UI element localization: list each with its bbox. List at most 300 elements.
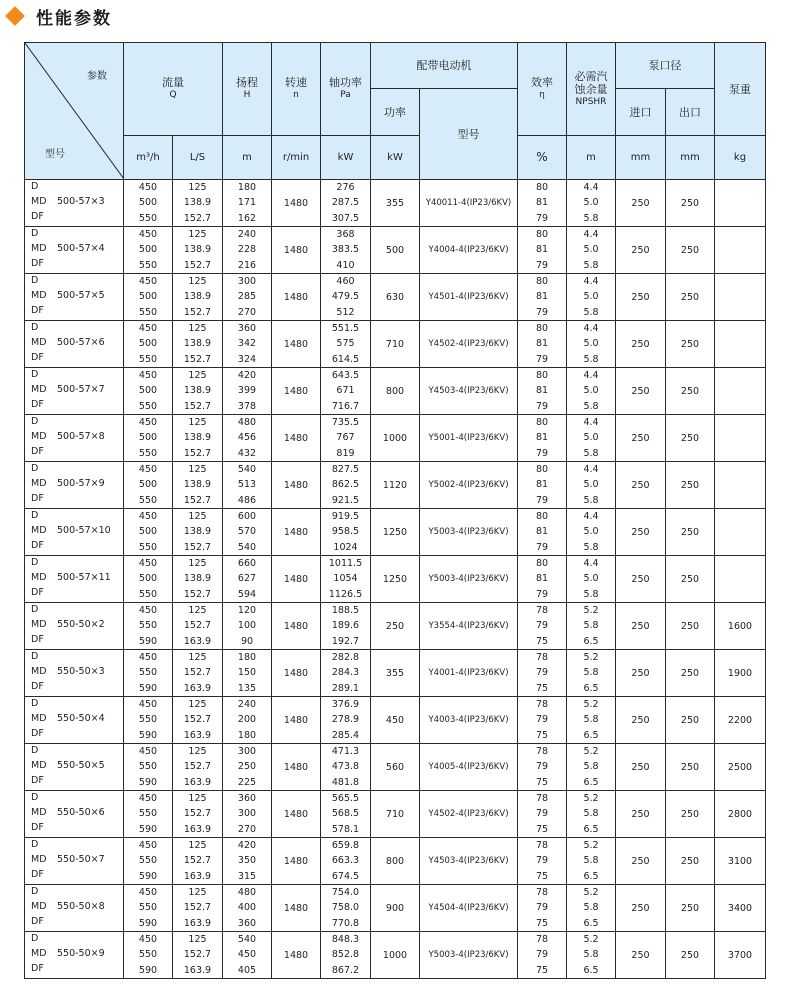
model-prefix: D: [31, 839, 39, 850]
flow-ls-cell: [173, 838, 223, 885]
table-row: [25, 838, 766, 885]
model-prefix: D: [31, 181, 39, 192]
npshr-value: 4.4: [583, 276, 599, 288]
efficiency-cell: [518, 744, 567, 791]
inlet-cell: 250: [616, 744, 666, 791]
speed-cell: 1480: [272, 415, 321, 462]
shaft-power-value: 958.5: [331, 526, 360, 538]
flow-m3h-value: 450: [138, 699, 158, 711]
npshr-cell: [567, 838, 616, 885]
model-prefix: DF: [31, 399, 44, 410]
weight-cell: [715, 321, 766, 368]
flow-m3h-value: 590: [138, 964, 158, 976]
flow-ls-cell: [173, 556, 223, 603]
shaft-power-value: 1126.5: [328, 588, 363, 600]
table-row: [25, 415, 766, 462]
motor-model-cell: Y5001-4(IP23/6KV): [420, 415, 518, 462]
model-prefix: DF: [31, 728, 44, 739]
flow-ls-cell: [173, 274, 223, 321]
efficiency-value: 80: [535, 558, 549, 570]
weight-cell: [715, 556, 766, 603]
flow-ls-value: 138.9: [183, 291, 212, 303]
motor-power-cell: 355: [371, 180, 420, 227]
npshr-value: 5.8: [583, 808, 599, 820]
flow-ls-value: 138.9: [183, 338, 212, 350]
efficiency-cell: [518, 509, 567, 556]
flow-m3h-cell: [124, 885, 173, 932]
shaft-power-value: 1011.5: [328, 558, 363, 570]
head-value: 540: [237, 541, 257, 553]
model-prefix: MD: [31, 196, 47, 207]
flow-m3h-value: 450: [138, 746, 158, 758]
shaft-power-value: 368: [336, 229, 355, 241]
model-prefix: MD: [31, 384, 47, 395]
flow-ls-value: 152.7: [183, 353, 212, 365]
flow-ls-value: 163.9: [183, 635, 212, 647]
outlet-cell: 250: [666, 838, 715, 885]
outlet-cell: 250: [666, 885, 715, 932]
shaft-power-value: 754.0: [331, 887, 360, 899]
shaft-power-value: 852.8: [331, 949, 360, 961]
shaft-power-value: 758.0: [331, 902, 360, 914]
header-shaft-power: 轴功率 Pa: [321, 43, 371, 136]
head-value: 240: [237, 229, 257, 241]
inlet-cell: 250: [616, 274, 666, 321]
npshr-value: 5.8: [583, 902, 599, 914]
flow-ls-value: 152.7: [183, 855, 212, 867]
efficiency-value: 79: [535, 620, 549, 632]
head-value: 300: [237, 746, 257, 758]
efficiency-value: 81: [535, 338, 549, 350]
head-value: 162: [237, 212, 257, 224]
flow-m3h-value: 550: [138, 259, 158, 271]
flow-m3h-value: 450: [138, 417, 158, 429]
shaft-power-value: 188.5: [331, 605, 360, 617]
npshr-value: 4.4: [583, 464, 599, 476]
flow-m3h-cell: [124, 650, 173, 697]
efficiency-value: 75: [535, 964, 549, 976]
head-value: 432: [237, 447, 257, 459]
flow-ls-value: 152.7: [183, 714, 212, 726]
weight-cell: [715, 509, 766, 556]
header-inlet: 进口: [616, 89, 666, 136]
npshr-value: 5.2: [583, 793, 599, 805]
model-prefix: DF: [31, 916, 44, 927]
flow-m3h-value: 500: [138, 573, 158, 585]
head-value: 600: [237, 511, 257, 523]
model-cell: [25, 462, 124, 509]
npshr-value: 4.4: [583, 323, 599, 335]
motor-power-cell: 450: [371, 697, 420, 744]
weight-cell: [715, 462, 766, 509]
head-value: 405: [237, 964, 257, 976]
inlet-cell: 250: [616, 462, 666, 509]
efficiency-value: 80: [535, 323, 549, 335]
model-prefix: D: [31, 322, 39, 333]
model-prefix: D: [31, 698, 39, 709]
flow-m3h-value: 550: [138, 620, 158, 632]
model-prefix: DF: [31, 869, 44, 880]
npshr-value: 5.8: [583, 620, 599, 632]
npshr-value: 5.8: [583, 714, 599, 726]
motor-model-cell: Y5003-4(IP23/6KV): [420, 932, 518, 979]
npshr-value: 5.8: [583, 447, 599, 459]
efficiency-value: 81: [535, 197, 549, 209]
flow-m3h-value: 550: [138, 667, 158, 679]
header-motor: 配带电动机: [371, 43, 518, 89]
npshr-value: 6.5: [583, 729, 599, 741]
inlet-cell: 250: [616, 650, 666, 697]
shaft-power-value: 512: [336, 306, 355, 318]
shaft-power-cell: [321, 180, 371, 227]
npshr-cell: [567, 885, 616, 932]
model-prefix: MD: [31, 431, 47, 442]
head-cell: [223, 838, 272, 885]
shaft-power-value: 284.3: [331, 667, 360, 679]
flow-ls-value: 125: [188, 323, 207, 335]
motor-model-cell: Y4503-4(IP23/6KV): [420, 368, 518, 415]
motor-power-cell: 1000: [371, 415, 420, 462]
model-cell: [25, 556, 124, 603]
efficiency-value: 79: [535, 761, 549, 773]
head-value: 216: [237, 259, 257, 271]
motor-model-cell: Y4503-4(IP23/6KV): [420, 838, 518, 885]
model-prefix: D: [31, 228, 39, 239]
table-row: [25, 603, 766, 650]
table-row: [25, 791, 766, 838]
flow-ls-value: 152.7: [183, 447, 212, 459]
model-prefix: D: [31, 275, 39, 286]
flow-m3h-value: 590: [138, 776, 158, 788]
model-number: 500-57×7: [57, 384, 105, 395]
shaft-power-value: 862.5: [331, 479, 360, 491]
efficiency-value: 79: [535, 667, 549, 679]
flow-m3h-cell: [124, 368, 173, 415]
flow-m3h-value: 550: [138, 902, 158, 914]
head-value: 420: [237, 840, 257, 852]
efficiency-cell: [518, 274, 567, 321]
efficiency-value: 80: [535, 182, 549, 194]
npshr-value: 5.8: [583, 212, 599, 224]
weight-cell: 2500: [715, 744, 766, 791]
inlet-cell: 250: [616, 509, 666, 556]
shaft-power-cell: [321, 509, 371, 556]
head-value: 486: [237, 494, 257, 506]
efficiency-value: 79: [535, 306, 549, 318]
flow-m3h-cell: [124, 415, 173, 462]
shaft-power-value: 565.5: [331, 793, 360, 805]
head-value: 400: [237, 902, 257, 914]
flow-ls-value: 125: [188, 605, 207, 617]
efficiency-value: 78: [535, 934, 549, 946]
speed-cell: 1480: [272, 180, 321, 227]
npshr-value: 6.5: [583, 823, 599, 835]
flow-ls-value: 125: [188, 370, 207, 382]
head-value: 513: [237, 479, 257, 491]
outlet-cell: 250: [666, 932, 715, 979]
npshr-value: 5.0: [583, 197, 599, 209]
shaft-power-value: 921.5: [331, 494, 360, 506]
flow-m3h-cell: [124, 791, 173, 838]
npshr-cell: [567, 368, 616, 415]
model-prefix: DF: [31, 963, 44, 974]
npshr-value: 5.0: [583, 573, 599, 585]
model-number: 550-50×2: [57, 619, 105, 630]
flow-m3h-value: 450: [138, 887, 158, 899]
flow-m3h-cell: [124, 180, 173, 227]
efficiency-value: 78: [535, 887, 549, 899]
header-motor-model: 型号: [420, 89, 518, 180]
shaft-power-value: 278.9: [331, 714, 360, 726]
npshr-value: 5.0: [583, 479, 599, 491]
header-head: 扬程 H: [223, 43, 272, 136]
inlet-cell: 250: [616, 791, 666, 838]
npshr-value: 4.4: [583, 417, 599, 429]
head-cell: [223, 462, 272, 509]
model-prefix: MD: [31, 760, 47, 771]
model-prefix: MD: [31, 243, 47, 254]
motor-power-cell: 1250: [371, 509, 420, 556]
efficiency-cell: [518, 838, 567, 885]
npshr-value: 5.0: [583, 385, 599, 397]
model-prefix: MD: [31, 807, 47, 818]
speed-cell: 1480: [272, 556, 321, 603]
shaft-power-value: 282.8: [331, 652, 360, 664]
efficiency-value: 78: [535, 652, 549, 664]
table-row: [25, 227, 766, 274]
model-cell: [25, 791, 124, 838]
flow-m3h-value: 450: [138, 840, 158, 852]
efficiency-cell: [518, 415, 567, 462]
npshr-cell: [567, 462, 616, 509]
flow-m3h-value: 550: [138, 400, 158, 412]
model-prefix: DF: [31, 587, 44, 598]
flow-m3h-value: 500: [138, 526, 158, 538]
model-prefix: D: [31, 886, 39, 897]
npshr-value: 5.8: [583, 761, 599, 773]
weight-cell: 2800: [715, 791, 766, 838]
motor-power-cell: 500: [371, 227, 420, 274]
model-cell: [25, 838, 124, 885]
flow-ls-cell: [173, 791, 223, 838]
model-prefix: DF: [31, 493, 44, 504]
flow-ls-cell: [173, 415, 223, 462]
efficiency-value: 79: [535, 714, 549, 726]
head-value: 342: [237, 338, 257, 350]
model-prefix: DF: [31, 775, 44, 786]
efficiency-cell: [518, 697, 567, 744]
npshr-value: 5.8: [583, 353, 599, 365]
model-prefix: MD: [31, 478, 47, 489]
inlet-cell: 250: [616, 415, 666, 462]
head-value: 285: [237, 291, 257, 303]
table-row: [25, 321, 766, 368]
motor-power-cell: 900: [371, 885, 420, 932]
diagonal-divider-line: [25, 43, 124, 179]
flow-m3h-value: 590: [138, 870, 158, 882]
npshr-cell: [567, 556, 616, 603]
efficiency-value: 78: [535, 746, 549, 758]
flow-m3h-cell: [124, 509, 173, 556]
table-row: [25, 744, 766, 791]
shaft-power-value: 663.3: [331, 855, 360, 867]
model-number: 550-50×7: [57, 854, 105, 865]
speed-cell: 1480: [272, 227, 321, 274]
flow-m3h-value: 500: [138, 338, 158, 350]
flow-m3h-cell: [124, 603, 173, 650]
flow-m3h-value: 550: [138, 353, 158, 365]
npshr-cell: [567, 650, 616, 697]
shaft-power-cell: [321, 650, 371, 697]
model-cell: [25, 603, 124, 650]
efficiency-value: 78: [535, 699, 549, 711]
motor-model-cell: Y5002-4(IP23/6KV): [420, 462, 518, 509]
model-prefix: DF: [31, 822, 44, 833]
shaft-power-value: 770.8: [331, 917, 360, 929]
flow-ls-value: 163.9: [183, 917, 212, 929]
motor-model-cell: Y4502-4(IP23/6KV): [420, 791, 518, 838]
outlet-cell: 250: [666, 274, 715, 321]
table-row: [25, 556, 766, 603]
unit-flow-ls: L/S: [173, 136, 223, 180]
model-prefix: MD: [31, 948, 47, 959]
model-number: 550-50×4: [57, 713, 105, 724]
model-cell: [25, 274, 124, 321]
flow-ls-value: 152.7: [183, 259, 212, 271]
shaft-power-value: 189.6: [331, 620, 360, 632]
npshr-cell: [567, 227, 616, 274]
flow-ls-value: 125: [188, 793, 207, 805]
header-weight: 泵重: [715, 43, 766, 136]
efficiency-value: 78: [535, 793, 549, 805]
shaft-power-value: 473.8: [331, 761, 360, 773]
speed-cell: 1480: [272, 932, 321, 979]
shaft-power-cell: [321, 603, 371, 650]
head-value: 250: [237, 761, 257, 773]
npshr-value: 5.2: [583, 746, 599, 758]
performance-table: [24, 42, 766, 979]
table-row: [25, 462, 766, 509]
flow-ls-cell: [173, 368, 223, 415]
flow-m3h-value: 500: [138, 291, 158, 303]
shaft-power-cell: [321, 321, 371, 368]
model-prefix: MD: [31, 290, 47, 301]
efficiency-value: 79: [535, 259, 549, 271]
diagonal-header-cell: [25, 43, 124, 180]
head-value: 180: [237, 729, 257, 741]
npshr-value: 5.8: [583, 306, 599, 318]
speed-cell: 1480: [272, 885, 321, 932]
model-number: 550-50×5: [57, 760, 105, 771]
flow-m3h-value: 450: [138, 182, 158, 194]
npshr-cell: [567, 274, 616, 321]
flow-m3h-cell: [124, 274, 173, 321]
model-prefix: D: [31, 792, 39, 803]
npshr-value: 5.2: [583, 840, 599, 852]
speed-cell: 1480: [272, 791, 321, 838]
flow-m3h-value: 550: [138, 714, 158, 726]
model-prefix: MD: [31, 525, 47, 536]
head-value: 399: [237, 385, 257, 397]
efficiency-value: 79: [535, 808, 549, 820]
flow-ls-value: 138.9: [183, 244, 212, 256]
flow-m3h-value: 590: [138, 682, 158, 694]
head-value: 324: [237, 353, 257, 365]
npshr-value: 4.4: [583, 229, 599, 241]
head-value: 627: [237, 573, 257, 585]
efficiency-cell: [518, 932, 567, 979]
flow-ls-value: 163.9: [183, 729, 212, 741]
shaft-power-cell: [321, 932, 371, 979]
npshr-value: 5.0: [583, 526, 599, 538]
head-value: 360: [237, 793, 257, 805]
flow-m3h-value: 450: [138, 276, 158, 288]
flow-m3h-value: 500: [138, 244, 158, 256]
outlet-cell: 250: [666, 415, 715, 462]
flow-ls-value: 152.7: [183, 494, 212, 506]
motor-model-cell: Y4004-4(IP23/6KV): [420, 227, 518, 274]
model-prefix: D: [31, 463, 39, 474]
efficiency-value: 79: [535, 855, 549, 867]
flow-m3h-value: 450: [138, 558, 158, 570]
flow-ls-value: 152.7: [183, 761, 212, 773]
model-prefix: MD: [31, 854, 47, 865]
efficiency-value: 81: [535, 432, 549, 444]
head-value: 180: [237, 652, 257, 664]
model-prefix: MD: [31, 572, 47, 583]
model-prefix: MD: [31, 337, 47, 348]
header-npshr: 必需汽 蚀余量 NPSHR: [567, 43, 616, 136]
flow-ls-value: 138.9: [183, 385, 212, 397]
head-value: 456: [237, 432, 257, 444]
efficiency-value: 75: [535, 917, 549, 929]
motor-power-cell: 710: [371, 321, 420, 368]
head-cell: [223, 603, 272, 650]
flow-ls-value: 163.9: [183, 964, 212, 976]
shaft-power-cell: [321, 838, 371, 885]
speed-cell: 1480: [272, 509, 321, 556]
flow-m3h-value: 550: [138, 761, 158, 773]
weight-cell: [715, 368, 766, 415]
npshr-cell: [567, 791, 616, 838]
flow-m3h-value: 450: [138, 370, 158, 382]
page-title: 性能参数: [36, 9, 112, 29]
table-row: [25, 885, 766, 932]
efficiency-value: 81: [535, 291, 549, 303]
flow-ls-value: 163.9: [183, 682, 212, 694]
flow-ls-cell: [173, 227, 223, 274]
head-cell: [223, 415, 272, 462]
head-cell: [223, 274, 272, 321]
table-row: [25, 274, 766, 321]
shaft-power-value: 276: [336, 182, 355, 194]
unit-speed: r/min: [272, 136, 321, 180]
shaft-power-value: 716.7: [331, 400, 360, 412]
head-value: 150: [237, 667, 257, 679]
model-prefix: DF: [31, 305, 44, 316]
npshr-cell: [567, 603, 616, 650]
motor-power-cell: 710: [371, 791, 420, 838]
shaft-power-value: 471.3: [331, 746, 360, 758]
flow-ls-value: 152.7: [183, 541, 212, 553]
head-value: 200: [237, 714, 257, 726]
inlet-cell: 250: [616, 838, 666, 885]
efficiency-value: 79: [535, 400, 549, 412]
model-prefix: MD: [31, 666, 47, 677]
model-number: 550-50×8: [57, 901, 105, 912]
model-cell: [25, 180, 124, 227]
shaft-power-value: 568.5: [331, 808, 360, 820]
